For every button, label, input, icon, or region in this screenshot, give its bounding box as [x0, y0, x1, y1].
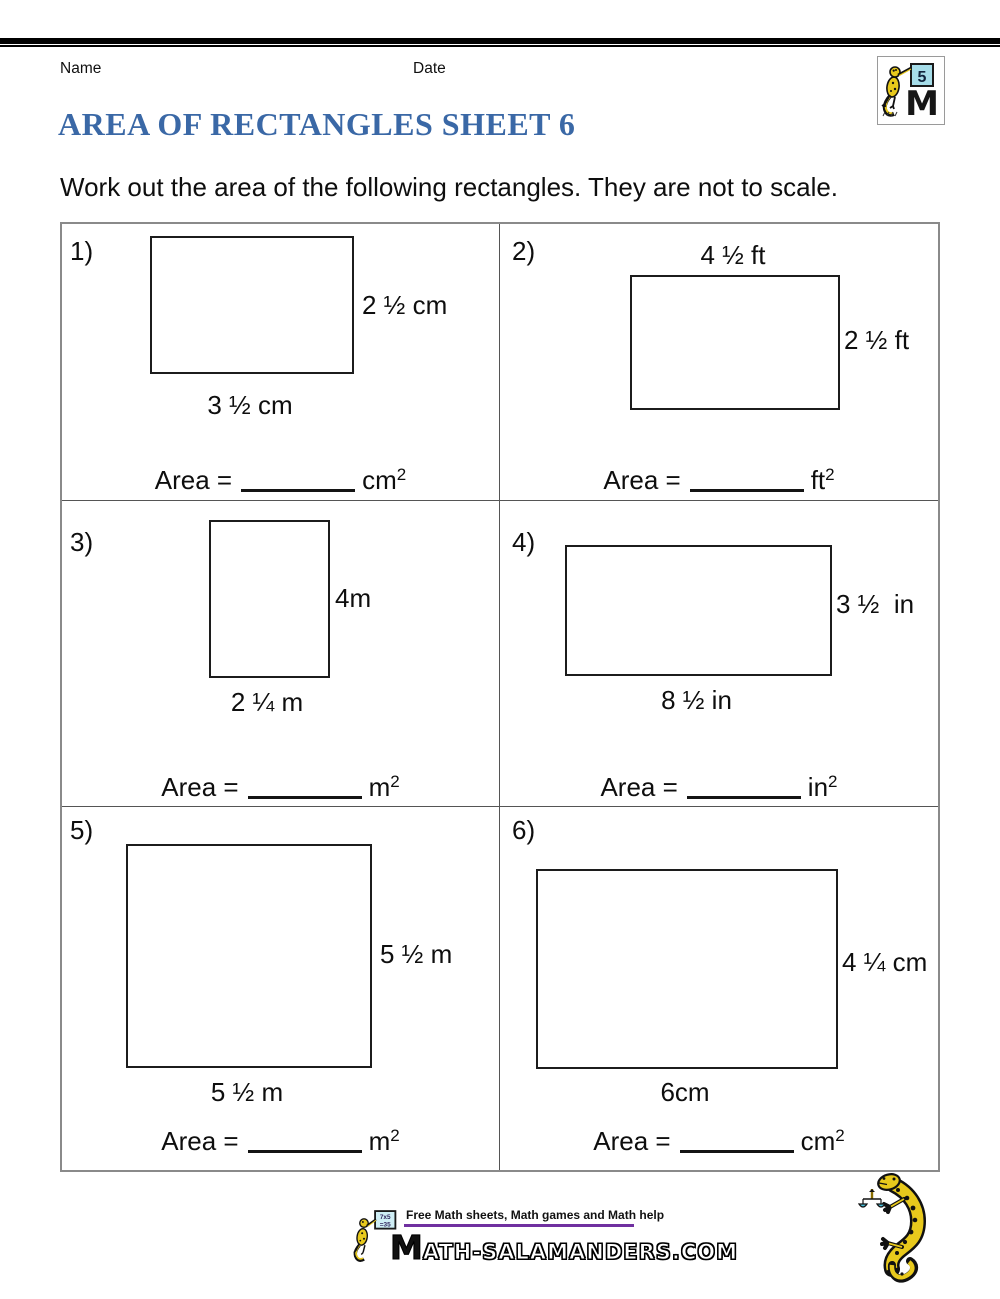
- area-answer-line: [62, 462, 499, 496]
- instruction-text: Work out the area of the following rectangles. They are not to scale.: [60, 172, 839, 202]
- answer-blank: [241, 465, 355, 492]
- width-label: 6cm: [660, 1077, 710, 1107]
- name-label: Name: [60, 60, 102, 77]
- width-label: 5 ½ m: [210, 1077, 284, 1107]
- area-prefix: Area =: [603, 465, 681, 495]
- area-prefix: Area =: [600, 772, 678, 802]
- salamander-badge-icon: [878, 57, 942, 122]
- problem-4-cell: [500, 501, 938, 807]
- height-label: 4m: [335, 583, 372, 613]
- footer-board-line2: =35: [379, 1221, 391, 1229]
- area-exponent: 2: [396, 465, 407, 484]
- area-answer-line: [500, 462, 938, 496]
- area-prefix: Area =: [161, 772, 239, 802]
- width-label: 8 ½ in: [661, 685, 732, 715]
- area-exponent: 2: [390, 1126, 400, 1145]
- top-rule: [0, 38, 1000, 47]
- date-label: Date: [413, 60, 446, 77]
- area-unit: cm: [362, 465, 397, 495]
- m-logo: M: [905, 84, 939, 122]
- area-prefix: Area =: [593, 1126, 671, 1156]
- height-label: 3 ½ in: [836, 589, 915, 619]
- height-label: 2 ½ ft: [844, 325, 910, 355]
- problem-3-cell: [62, 501, 500, 807]
- height-label: 4 ¼ cm: [842, 947, 928, 977]
- problem-number: 6): [512, 815, 536, 845]
- answer-blank: [690, 465, 804, 492]
- answer-blank: [248, 1126, 362, 1153]
- footer-wordmark: MATH-SALAMANDERS.COM: [390, 1228, 739, 1267]
- salamander-mascot: [858, 1163, 962, 1299]
- badge-number: 5: [917, 69, 927, 86]
- area-prefix: Area =: [161, 1126, 239, 1156]
- footer-branding: [352, 1208, 738, 1267]
- scale-icon: [859, 1189, 885, 1207]
- problem-2-cell: [500, 224, 938, 501]
- area-unit: m: [368, 1126, 391, 1156]
- page-title: AREA OF RECTANGLES SHEET 6: [58, 106, 576, 142]
- problem-number: 5): [70, 815, 94, 845]
- salamander-scale-icon: [858, 1163, 962, 1294]
- area-exponent: 2: [390, 772, 400, 791]
- area-unit: cm: [800, 1126, 836, 1156]
- problem-6-cell: [500, 807, 938, 1170]
- rectangle-shape: [150, 236, 354, 374]
- area-exponent: 2: [825, 465, 835, 484]
- height-label: 5 ½ m: [380, 939, 453, 969]
- area-prefix: Area =: [154, 465, 233, 495]
- footer-tagline: Free Math sheets, Math games and Math help: [406, 1208, 665, 1222]
- rectangle-shape: [209, 520, 330, 678]
- height-label: 2 ½ cm: [362, 290, 448, 320]
- footer-divider: [404, 1224, 634, 1227]
- rectangle-shape: [630, 275, 840, 410]
- footer-board-line1: 7x5: [379, 1213, 391, 1221]
- problems-grid: [60, 222, 940, 1172]
- area-answer-line: [500, 1123, 938, 1157]
- width-label: 2 ¼ m: [230, 687, 304, 717]
- answer-blank: [248, 772, 362, 799]
- rectangle-shape: [126, 844, 372, 1068]
- answer-blank: [680, 1126, 794, 1153]
- area-answer-line: [62, 1123, 499, 1157]
- problem-number: 3): [70, 527, 94, 557]
- area-unit: in: [807, 772, 829, 802]
- area-answer-line: [62, 769, 499, 803]
- width-label: 3 ½ cm: [207, 390, 293, 420]
- salamander-figure: [354, 1219, 376, 1260]
- grade-badge: [877, 56, 945, 125]
- area-exponent: 2: [828, 772, 838, 791]
- problem-1-cell: [62, 224, 500, 501]
- problem-number: 2): [512, 236, 536, 266]
- answer-blank: [687, 772, 801, 799]
- rectangle-shape: [536, 869, 838, 1069]
- rectangle-shape: [565, 545, 832, 676]
- area-unit: ft: [810, 465, 826, 495]
- problem-5-cell: [62, 807, 500, 1170]
- area-answer-line: [500, 769, 938, 803]
- width-label: 4 ½ ft: [700, 240, 766, 270]
- area-exponent: 2: [835, 1126, 845, 1145]
- problem-number: 1): [70, 236, 94, 266]
- problem-number: 4): [512, 527, 536, 557]
- area-unit: m: [368, 772, 391, 802]
